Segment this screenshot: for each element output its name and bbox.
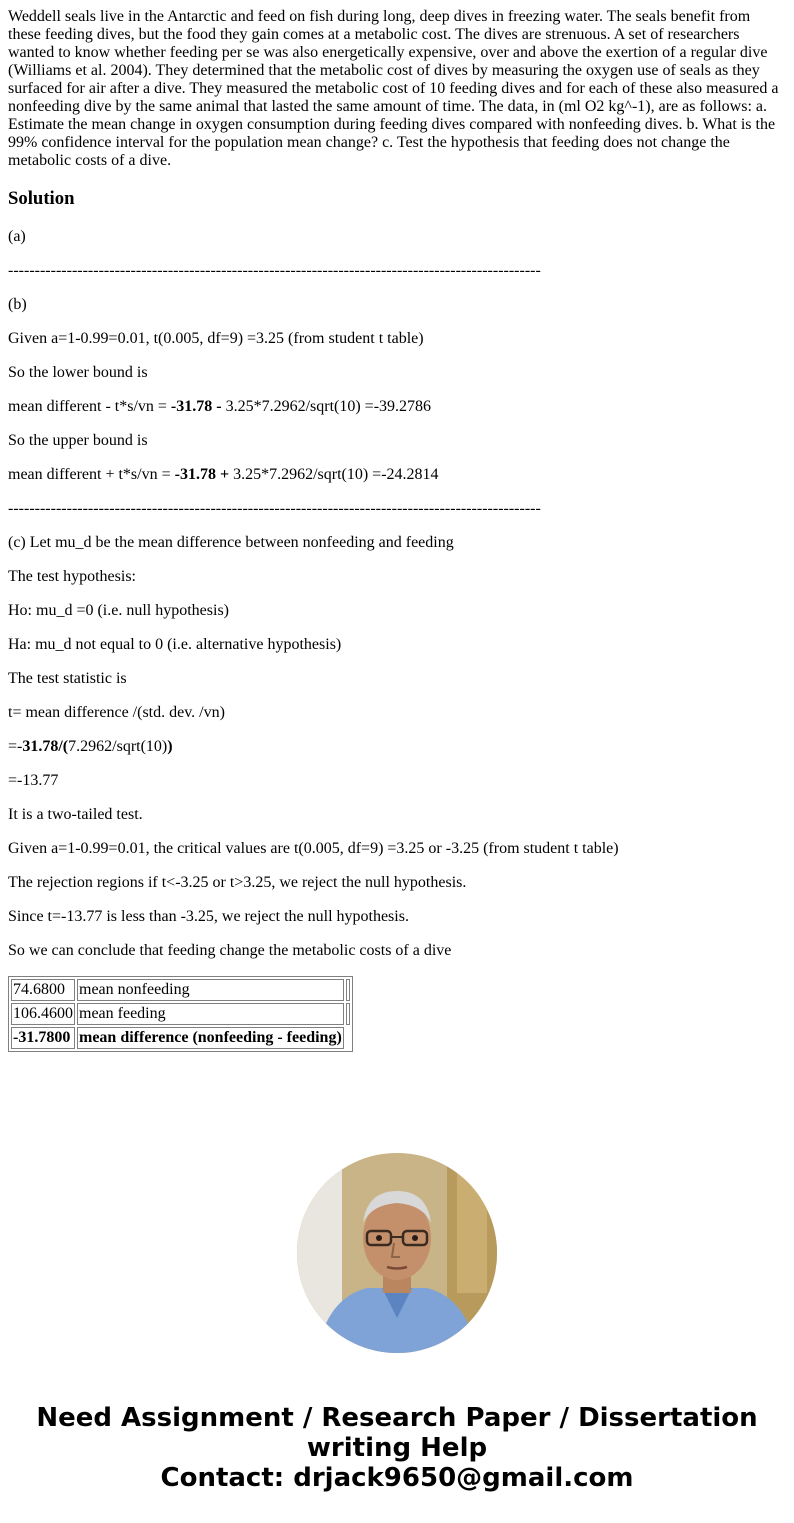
separator: ---------------------------------------------------------------------------------------------------- bbox=[8, 262, 541, 279]
table-row bbox=[11, 1003, 350, 1025]
conclusion: So we can conclude that feeding change the metabolic costs of a dive bbox=[8, 942, 452, 959]
upper-rest: 3.25*7.2962/sqrt(10) =-24.2814 bbox=[229, 466, 439, 483]
question-text: Weddell seals live in the Antarctic and feed on fish during long, deep dives in freezing water. The seals benefit from these feeding dives, but the food they gain comes at a metabolic cost. The dives are strenuous. A set of researchers wanted to know whether feeding per se was also energetically expensive, over and above the exertion of a regular dive (Williams et al. 2004). They determined that the metabolic cost of dives by measuring the oxygen use of seals as they surfaced for air after a dive. They measured the metabolic cost of 10 feeding dives and for each of these also measured a nonfeeding dive by the same animal that lasted the same amount of time. The data, in (ml O2 kg^-1), are as follows: a. Estimate the mean change in oxygen consumption during feeding dives compared with nonfeeding dives. b. What is the 99% confidence interval for the population mean change? c. Test the hypothesis that feeding does not change the metabolic costs of a dive. bbox=[8, 8, 779, 169]
upper-bold: -31.78 + bbox=[174, 466, 230, 483]
test-statistic-result: =-13.77 bbox=[8, 772, 59, 789]
avatar bbox=[297, 1153, 497, 1353]
table-cell-value: 74.6800 bbox=[11, 979, 75, 1001]
part-b-label: (b) bbox=[8, 296, 27, 313]
calc-mid: 7.2962/sqrt(10) bbox=[68, 738, 168, 755]
footer-line-2: writing Help bbox=[306, 1433, 488, 1463]
table-row bbox=[11, 1027, 350, 1049]
table-row bbox=[11, 979, 350, 1001]
separator: ---------------------------------------------------------------------------------------------------- bbox=[8, 500, 541, 517]
test-statistic-formula: t= mean difference /(std. dev. /vn) bbox=[8, 704, 225, 721]
decision: Since t=-13.77 is less than -3.25, we reject the null hypothesis. bbox=[8, 908, 409, 925]
avatar-portrait-image bbox=[297, 1153, 497, 1353]
table-cell-empty bbox=[346, 1003, 350, 1025]
lower-bound-intro: So the lower bound is bbox=[8, 364, 148, 381]
footer-contact: Contact: drjack9650@gmail.com bbox=[160, 1463, 634, 1493]
footer-promo bbox=[0, 1403, 794, 1493]
solution-heading: Solution bbox=[8, 188, 75, 209]
calc-end: ) bbox=[167, 738, 173, 755]
part-c-intro: (c) Let mu_d be the mean difference between nonfeeding and feeding bbox=[8, 534, 454, 551]
null-hypothesis: Ho: mu_d =0 (i.e. null hypothesis) bbox=[8, 602, 230, 619]
part-a-label: (a) bbox=[8, 228, 26, 245]
table-cell-label: mean feeding bbox=[77, 1003, 344, 1025]
summary-table bbox=[8, 976, 353, 1052]
test-statistic-label: The test statistic is bbox=[8, 670, 127, 687]
table-cell-value: -31.7800 bbox=[11, 1027, 75, 1049]
footer-line-1: Need Assignment / Research Paper / Dissertation bbox=[36, 1403, 758, 1433]
lower-rest: 3.25*7.2962/sqrt(10) =-39.2786 bbox=[221, 398, 432, 415]
hypothesis-label: The test hypothesis: bbox=[8, 568, 136, 585]
table-cell-value: 106.4600 bbox=[11, 1003, 75, 1025]
test-statistic-calc bbox=[8, 738, 786, 756]
table-cell-label: mean difference (nonfeeding - feeding) bbox=[77, 1027, 344, 1049]
calc-prefix: =- bbox=[8, 738, 23, 755]
lower-bold: -31.78 - bbox=[170, 398, 222, 415]
part-b-given: Given a=1-0.99=0.01, t(0.005, df=9) =3.25 (from student t table) bbox=[8, 330, 424, 347]
rejection-region: The rejection regions if t<-3.25 or t>3.25, we reject the null hypothesis. bbox=[8, 874, 467, 891]
table-cell-empty bbox=[346, 979, 350, 1001]
alternative-hypothesis: Ha: mu_d not equal to 0 (i.e. alternative hypothesis) bbox=[8, 636, 342, 653]
upper-bound-calc bbox=[8, 466, 786, 484]
two-tailed-note: It is a two-tailed test. bbox=[8, 806, 143, 823]
upper-bound-intro: So the upper bound is bbox=[8, 432, 148, 449]
lower-prefix: mean different - t*s/vn = bbox=[8, 398, 171, 415]
calc-bold: 31.78/( bbox=[22, 738, 69, 755]
critical-values: Given a=1-0.99=0.01, the critical values are t(0.005, df=9) =3.25 or -3.25 (from student t table) bbox=[8, 840, 619, 857]
upper-prefix: mean different + t*s/vn = bbox=[8, 466, 175, 483]
table-cell-label: mean nonfeeding bbox=[77, 979, 344, 1001]
lower-bound-calc bbox=[8, 398, 786, 416]
